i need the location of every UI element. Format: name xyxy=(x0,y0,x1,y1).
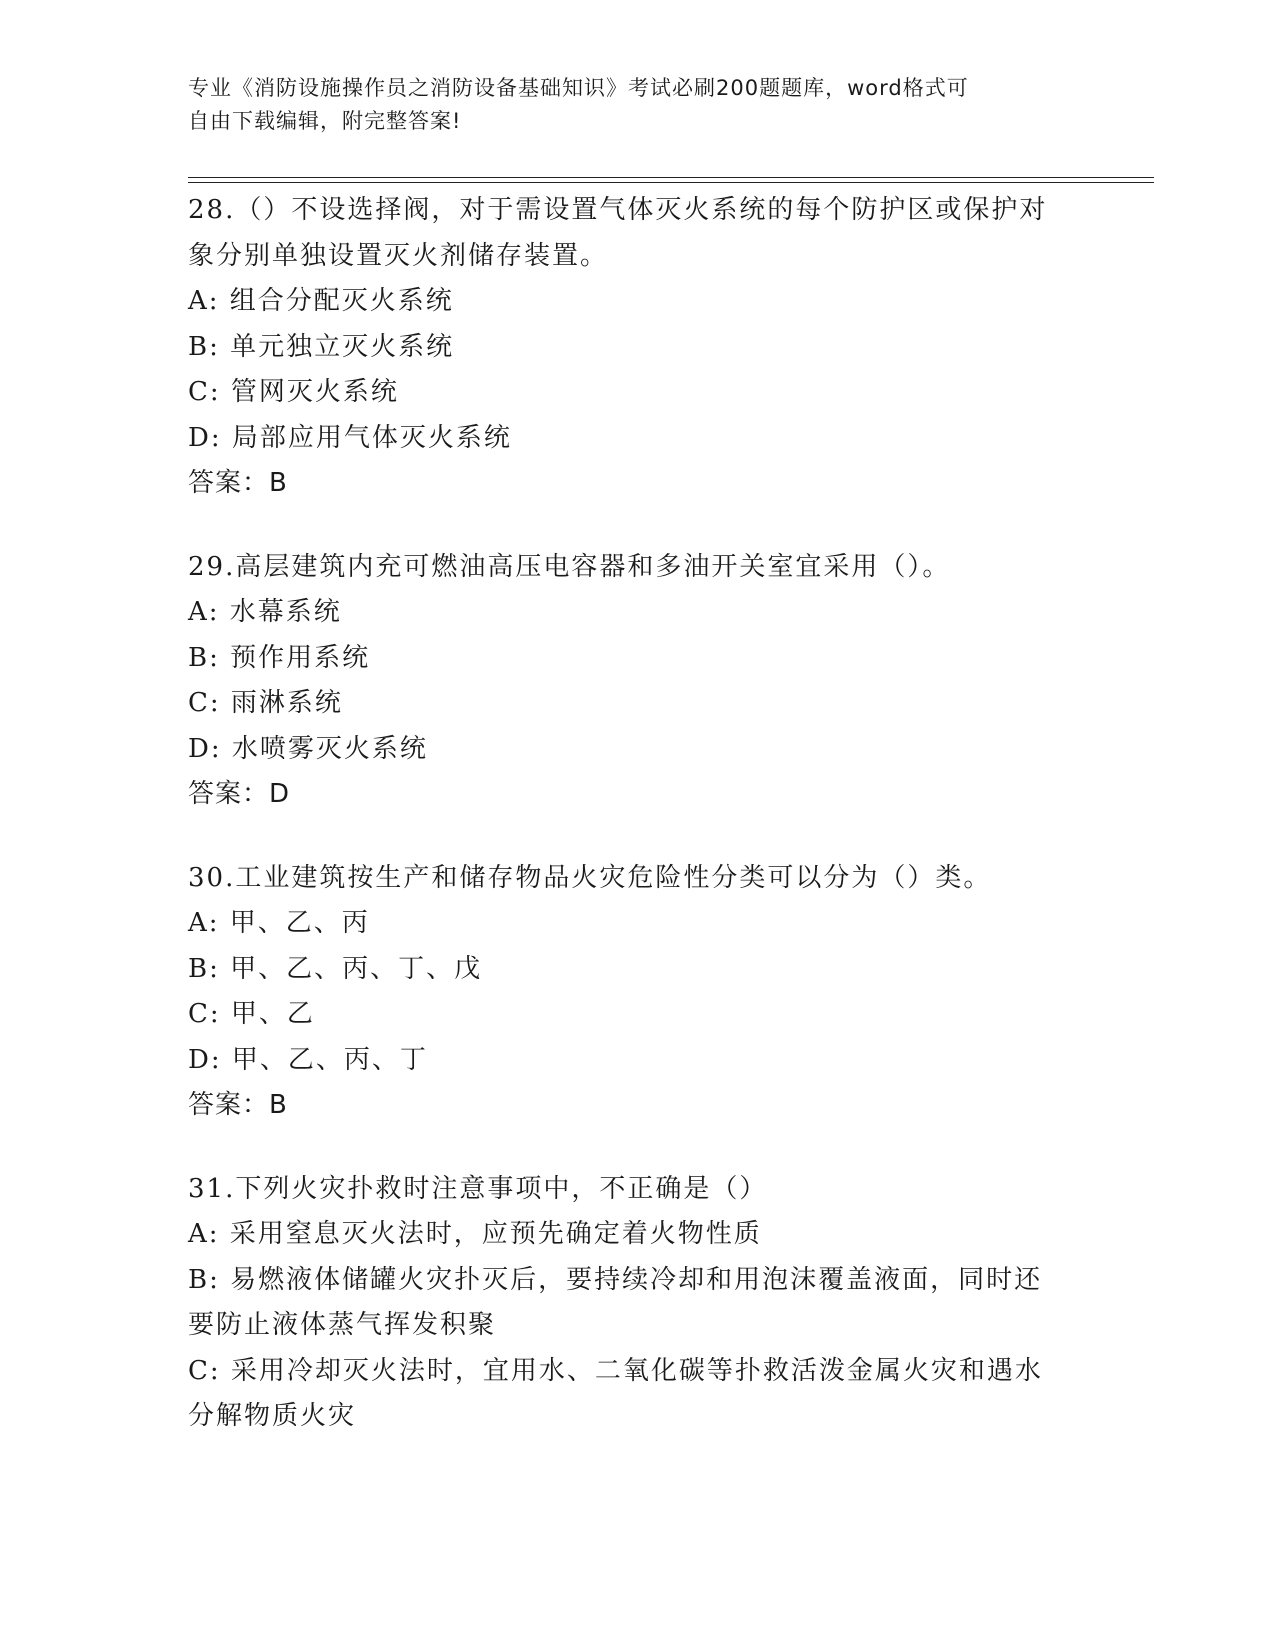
header-line-2: 自由下载编辑，附完整答案! xyxy=(188,109,462,133)
option-d: D: 水喷雾灭火系统 xyxy=(188,733,428,764)
option-a: A: 水幕系统 xyxy=(188,597,342,627)
option-d: D: 甲、乙、丙、丁 xyxy=(188,1044,428,1075)
question-text: 30.工业建筑按生产和储存物品火灾危险性分类可以分为（）类。 xyxy=(188,862,992,893)
option-a: A: 组合分配灭火系统 xyxy=(188,286,454,316)
option-c: C: 雨淋系统 xyxy=(188,688,343,718)
document-header xyxy=(188,72,1068,138)
option-a: A: 采用窒息灭火法时，应预先确定着火物性质 xyxy=(188,1219,762,1249)
answer: 答案：B xyxy=(188,468,288,498)
option-c: C: 采用冷却灭火法时，宜用水、二氧化碳等扑救活泼金属火灾和遇水分解物质火灾 xyxy=(188,1355,1043,1431)
option-b: B: 易燃液体储罐火灾扑灭后，要持续冷却和用泡沫覆盖液面，同时还要防止液体蒸气挥发积聚 xyxy=(188,1264,1043,1340)
question-text: 29.高层建筑内充可燃油高压电容器和多油开关室宜采用（）。 xyxy=(188,551,951,582)
option-c: C: 管网灭火系统 xyxy=(188,377,399,407)
option-a: A: 甲、乙、丙 xyxy=(188,908,370,938)
header-divider-bottom xyxy=(188,182,1154,183)
question-31 xyxy=(188,1167,1068,1440)
option-b: B: 预作用系统 xyxy=(188,642,371,673)
header-divider-top xyxy=(188,177,1154,178)
option-b: B: 甲、乙、丙、丁、戊 xyxy=(188,953,483,984)
question-text: 28.（）不设选择阀，对于需设置气体灭火系统的每个防护区或保护对象分别单独设置灭火剂储存装置。 xyxy=(188,195,1048,271)
answer: 答案：D xyxy=(188,779,291,809)
option-c: C: 甲、乙 xyxy=(188,999,315,1029)
question-list xyxy=(188,188,1068,1478)
option-d: D: 局部应用气体灭火系统 xyxy=(188,422,512,453)
question-30 xyxy=(188,856,1068,1129)
option-b: B: 单元独立灭火系统 xyxy=(188,331,455,362)
answer: 答案：B xyxy=(188,1090,288,1120)
question-text: 31.下列火灾扑救时注意事项中，不正确是（） xyxy=(188,1173,768,1204)
question-28 xyxy=(188,188,1068,507)
header-line-1: 专业《消防设施操作员之消防设备基础知识》考试必刷200题题库，word格式可 xyxy=(188,76,969,100)
question-29 xyxy=(188,545,1068,818)
